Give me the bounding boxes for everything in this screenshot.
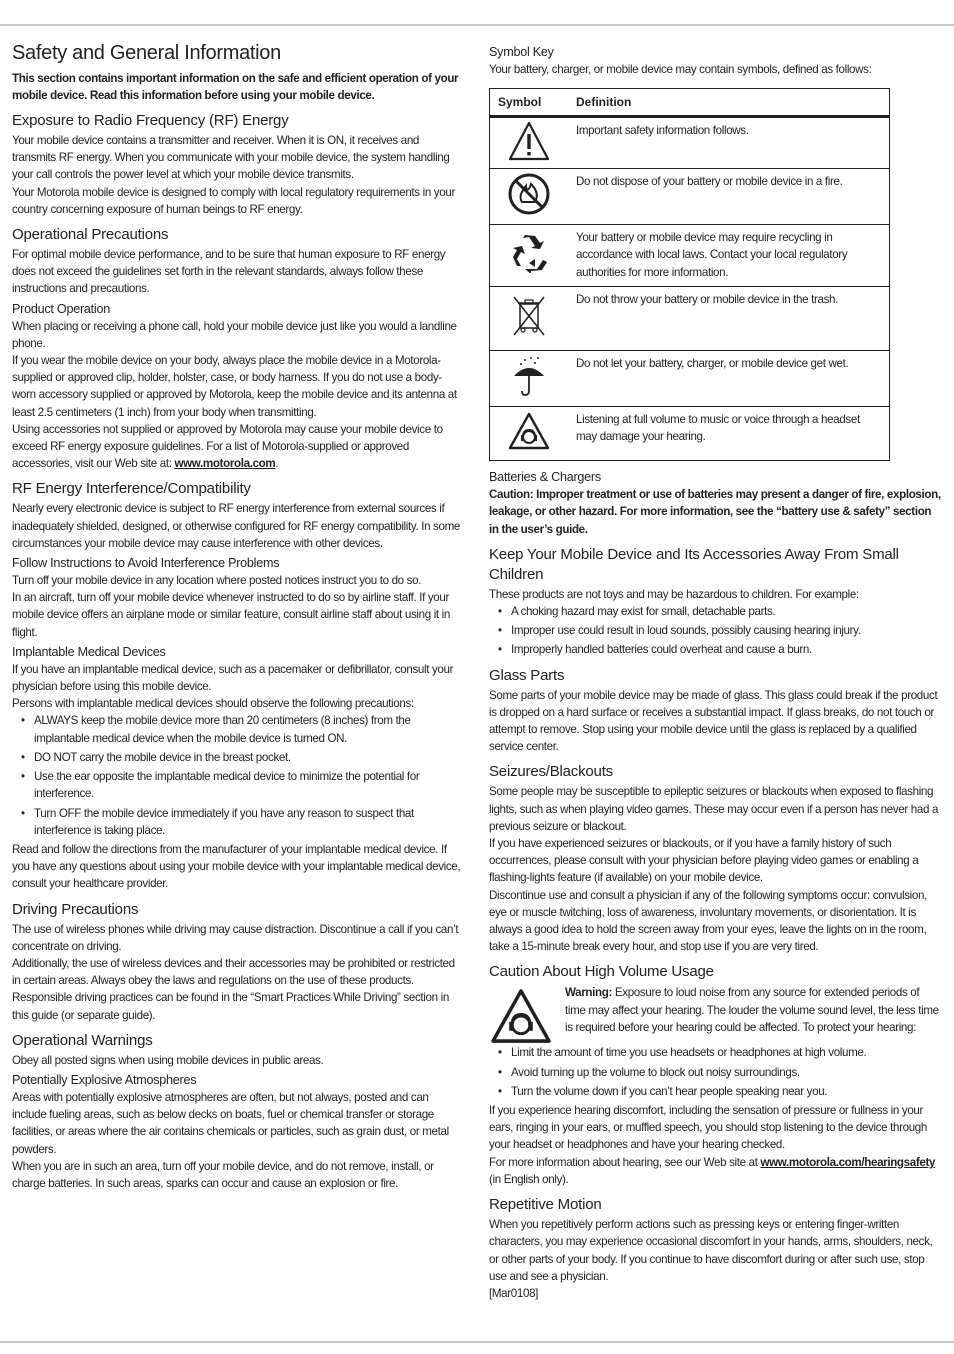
table-row — [490, 351, 890, 407]
list-item: • Limit the amount of time you use headsets or headphones at high volume. — [489, 1044, 941, 1061]
paragraph: The use of wireless phones while driving may cause distraction. Discontinue a call if you can’t concentrate on driving. — [12, 922, 459, 953]
paragraph — [12, 421, 464, 473]
paragraph: When placing or receiving a phone call, hold your mobile device just like you would a landline phone. — [12, 319, 457, 350]
volume-warning — [489, 984, 941, 1044]
paragraph: Responsible driving practices can be found in the “Smart Practices While Driving” section in this guide (or separate guide). — [12, 991, 449, 1022]
right-column — [489, 44, 941, 1302]
definition-cell: Your battery or mobile device may require recycling in accordance with local laws. Contact your local regulatory authorities for more information. — [568, 225, 890, 287]
hearing-warning-icon — [489, 988, 553, 1044]
driving-heading: Driving Precautions — [12, 900, 139, 918]
paragraph-end: . — [275, 457, 279, 471]
symbol-table — [489, 88, 890, 461]
hearing-safety-link[interactable]: www.motorola.com/hearingsafety — [760, 1155, 936, 1169]
list-item: • Improper use could result in loud sounds, possibly causing hearing injury. — [489, 622, 941, 639]
motorola-link[interactable]: www.motorola.com — [174, 457, 276, 471]
interference-instructions-heading: Follow Instructions to Avoid Interference Problems — [12, 556, 280, 571]
operational-precautions-heading: Operational Precautions — [12, 226, 169, 244]
paragraph-text: Using accessories not supplied or approved by Motorola may cause your mobile device to exceed RF energy exposure guidelines. For a list of Motorola-supplied or approved accessories, visit our Web site at: — [12, 422, 443, 471]
paragraph — [489, 1154, 941, 1188]
definition-cell: Listening at full volume to music or voice through a headset may damage your hearing. — [568, 407, 890, 461]
paragraph: Additionally, the use of wireless devices and their accessories may be prohibited or restricted in certain areas. Always obey the laws and regulations on the use of these products. — [12, 956, 455, 988]
warning-paragraph — [565, 984, 941, 1036]
crossed-bin-icon — [511, 294, 547, 338]
paragraph: If you have experienced seizures or blackouts, or if you have a family history of such occurrences, please consult with your physician before playing video games or enabling a flashing-lights feature (if available) on your mobile device. — [489, 837, 919, 885]
list-item: • ALWAYS keep the mobile device more than 20 centimeters (8 inches) from the implantable medical device when the mobile device is turned ON. — [12, 712, 464, 746]
batteries-heading: Batteries & Chargers — [489, 470, 601, 485]
table-row — [490, 117, 890, 169]
list-item: • Turn OFF the mobile device immediately if you have any reason to suspect that interference is taking place. — [12, 805, 464, 839]
list-item: • A choking hazard may exist for small, detachable parts. — [489, 603, 941, 620]
paragraph: Some parts of your mobile device may be made of glass. This glass could break if the product is dropped on a hard surface or receives a substantial impact. If glass breaks, do not touch or attempt to remove. Stop using your mobile device until the glass is replaced by a qualified service center. — [489, 688, 938, 754]
page-title: Safety and General Information — [12, 42, 281, 64]
paragraph: Turn off your mobile device in any location where posted notices instruct you to do so. — [12, 574, 422, 588]
definition-cell: Do not let your battery, charger, or mobile device get wet. — [568, 351, 890, 407]
paragraph: If you wear the mobile device on your body, always place the mobile device in a Motorola-supplied or approved clip, holder, holster, case, or body harness. If you do not use a body-worn accessory supplied or approved by Motorola, keep the mobile device and its antenna at least 2.5 centimeters (1 inch) from your body when transmitting. — [12, 354, 457, 419]
paragraph-end: (in English only). — [489, 1172, 569, 1186]
table-row — [490, 287, 890, 351]
paragraph: If you have an implantable medical device, such as a pacemaker or defibrillator, consult your physician before using this mobile device. — [12, 662, 454, 694]
paragraph: When you repetitively perform actions such as pressing keys or entering finger-written characters, you may experience occasional discomfort in your hands, arms, shoulders, neck, or other parts of your body. If you continue to have discomfort during or after such use, stop use and see a physician. — [489, 1218, 933, 1283]
seizures-heading: Seizures/Blackouts — [489, 763, 613, 781]
paragraph: Obey all posted signs when using mobile devices in public areas. — [12, 1053, 324, 1067]
symbol-column-header: Symbol — [490, 89, 569, 117]
list-item: • Use the ear opposite the implantable medical device to minimize the potential for interference. — [12, 768, 464, 802]
rf-exposure-heading: Exposure to Radio Frequency (RF) Energy — [12, 112, 289, 129]
paragraph: Read and follow the directions from the manufacturer of your implantable medical device. If you have any questions about using your mobile device with your implantable medical device, consult your healthcare provider. — [12, 842, 461, 891]
symbol-key-heading: Symbol Key — [489, 45, 554, 59]
table-row — [490, 407, 890, 461]
definition-cell: Do not dispose of your battery or mobile device in a fire. — [568, 169, 890, 225]
definition-cell: Do not throw your battery or mobile device in the trash. — [568, 287, 890, 351]
paragraph: Your Motorola mobile device is designed to comply with local regulatory requirements in your country concerning exposure of human beings to RF energy. — [12, 185, 455, 216]
document-code: [Mar0108] — [489, 1286, 539, 1300]
implantable-devices-heading: Implantable Medical Devices — [12, 644, 166, 659]
hearing-warning-icon — [508, 412, 550, 450]
table-row — [490, 225, 890, 287]
paragraph: For optimal mobile device performance, and to be sure that human exposure to RF energy does not exceed the guidelines set forth in the relevant standards, always follow these instructions and precautions. — [12, 248, 446, 296]
paragraph: If you experience hearing discomfort, including the sensation of pressure or fullness in your ears, ringing in your ears, or muffled speech, you should stop listening to the device through your headset or headphones and have your hearing checked. — [489, 1104, 928, 1152]
paragraph: These products are not toys and may be hazardous to children. For example: — [489, 587, 859, 601]
repetitive-motion-heading: Repetitive Motion — [489, 1196, 602, 1214]
paragraph: Your battery, charger, or mobile device may contain symbols, defined as follows: — [489, 63, 872, 76]
glass-heading: Glass Parts — [489, 666, 565, 684]
table-row — [490, 169, 890, 225]
paragraph: Nearly every electronic device is subject to RF energy interference from external sources if inadequately shielded, designed, or otherwise configured for RF energy compatibility. In some circumstances your mobile device may cause interference with other devices. — [12, 502, 460, 550]
paragraph-text: For more information about hearing, see our Web site at — [489, 1155, 761, 1169]
umbrella-rain-icon — [511, 354, 547, 398]
paragraph: Areas with potentially explosive atmospheres are often, but not always, posted and can include fueling areas, such as below decks on boats, fuel or chemical transfer or storage facilities, or areas where the air contains chemicals or particles, such as grain dust, or metal powders. — [12, 1090, 449, 1156]
bottom-rule — [0, 1341, 954, 1343]
paragraph: Persons with implantable medical devices should observe the following precautions: — [12, 697, 414, 711]
definition-column-header: Definition — [568, 89, 890, 117]
operational-warnings-heading: Operational Warnings — [12, 1031, 153, 1049]
list-item: • DO NOT carry the mobile device in the breast pocket. — [12, 749, 464, 766]
product-operation-heading: Product Operation — [12, 301, 110, 316]
explosive-atmospheres-heading: Potentially Explosive Atmospheres — [12, 1072, 197, 1087]
volume-heading: Caution About High Volume Usage — [489, 963, 714, 981]
warning-triangle-icon — [508, 120, 550, 162]
children-heading: Keep Your Mobile Device and Its Accessories Away From Small Children — [489, 545, 899, 583]
recycle-icon — [509, 233, 549, 273]
paragraph: In an aircraft, turn off your mobile device whenever instructed to do so by airline staff. If your mobile device offers an airplane mode or similar feature, consult airline staff about using it in flight. — [12, 591, 450, 639]
paragraph: Discontinue use and consult a physician if any of the following symptoms occur: convulsion, eye or muscle twitching, loss of awareness, involuntary movements, or disorientation. It is always a good idea to hold the screen away from your eyes, leave the lights on in the room, take a 15-minute break every hour, and stop use if you are very tired. — [489, 888, 927, 954]
intro-text: This section contains important information on the safe and efficient operation of your mobile device. Read this information before using your mobile device. — [12, 72, 459, 102]
volume-tips-list — [489, 1044, 941, 1100]
batteries-caution: Caution: Improper treatment or use of batteries may present a danger of fire, explosion, leakage, or other hazard. For more information, see the “battery use & safety” section in the user’s guide. — [489, 488, 941, 536]
list-item: • Improperly handled batteries could overheat and cause a burn. — [489, 641, 941, 658]
paragraph: Some people may be susceptible to epileptic seizures or blackouts when exposed to flashing lights, such as when playing video games. These may occur even if a person has never had a previous seizure or blackout. — [489, 785, 939, 833]
rf-interference-heading: RF Energy Interference/Compatibility — [12, 480, 251, 498]
left-column — [12, 40, 464, 1192]
top-rule — [0, 24, 954, 26]
no-fire-icon — [507, 172, 551, 216]
list-item: • Turn the volume down if you can’t hear people speaking near you. — [489, 1083, 941, 1100]
table-header-row — [490, 89, 890, 117]
warning-text: Exposure to loud noise from any source for extended periods of time may affect your hearing. The louder the volume sound level, the less time is required before your hearing could be affected. To protect your hearing: — [565, 986, 939, 1034]
paragraph: When you are in such an area, turn off your mobile device, and do not remove, install, or charge batteries. In such areas, sparks can occur and cause an explosion or fire. — [12, 1159, 434, 1190]
warning-label: Warning: — [565, 986, 612, 1000]
paragraph: Your mobile device contains a transmitter and receiver. When it is ON, it receives and transmits RF energy. When you communicate with your mobile device, the system handling your call controls the power level at which your mobile device transmits. — [12, 134, 450, 182]
implant-precautions-list — [12, 712, 464, 838]
children-hazards-list — [489, 603, 941, 659]
definition-cell: Important safety information follows. — [568, 117, 890, 169]
list-item: • Avoid turning up the volume to block out noisy surroundings. — [489, 1064, 941, 1081]
